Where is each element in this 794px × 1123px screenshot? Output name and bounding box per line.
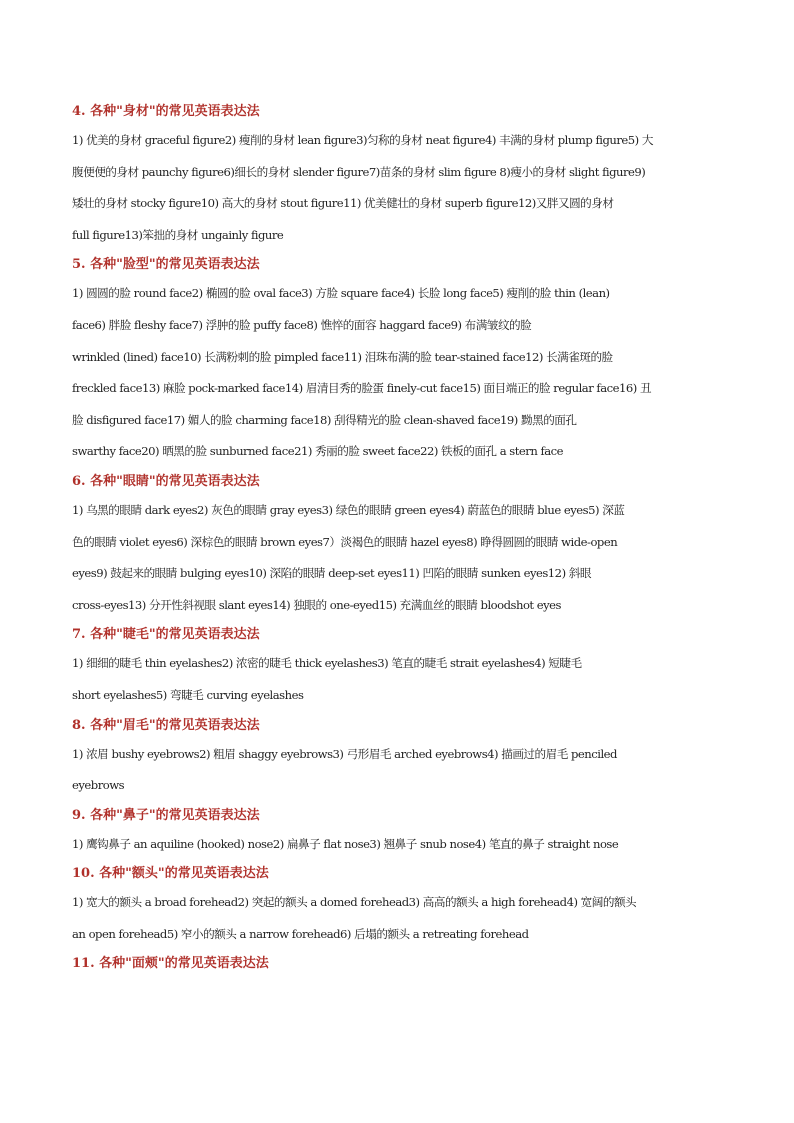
text-line: 矮壮的身材 stocky figure10) 高大的身材 stout figure11) 优美健壮的身材 superb figure12)又胖又圆的身材 [72, 196, 614, 211]
text-line: eyes9) 鼓起来的眼睛 bulging eyes10) 深陷的眼睛 deep-set eyes11) 凹陷的眼睛 sunken eyes12) 斜眼 [72, 566, 591, 581]
document-page [72, 98, 724, 977]
text-line: 腹便便的身材 paunchy figure6)细长的身材 slender figure7)苗条的身材 slim figure 8)瘦小的身材 slight figure9) [72, 164, 646, 179]
section-heading: 5. 各种"脸型"的常见英语表达法 [72, 257, 260, 273]
section-body [72, 887, 724, 950]
text-line: cross-eyes13) 分开性斜视眼 slant eyes14) 独眼的 one-eyed15) 充满血丝的眼睛 bloodshot eyes [72, 597, 561, 612]
text-line: 色的眼睛 violet eyes6) 深棕色的眼睛 brown eyes7）淡褐色的眼睛 hazel eyes8) 睁得圆圆的眼睛 wide-open [72, 534, 618, 549]
text-line: short eyelashes5) 弯睫毛 curving eyelashes [72, 687, 304, 702]
section-body [72, 829, 724, 861]
text-line: 1) 乌黑的眼睛 dark eyes2) 灰色的眼睛 gray eyes3) 绿色的眼睛 green eyes4) 蔚蓝色的眼睛 blue eyes5) 深蓝 [72, 502, 625, 517]
section-10 [72, 860, 724, 950]
section-body [72, 648, 724, 711]
text-line: 1) 浓眉 bushy eyebrows2) 粗眉 shaggy eyebrows3) 弓形眉毛 arched eyebrows4) 描画过的眉毛 penciled [72, 746, 617, 761]
text-line: freckled face13) 麻脸 pock-marked face14) 眉清目秀的脸蛋 finely-cut face15) 面目端正的脸 regular face16) 丑 [72, 381, 652, 396]
section-9 [72, 802, 724, 861]
section-11 [72, 950, 724, 977]
section-8 [72, 712, 724, 802]
section-heading: 4. 各种"身材"的常见英语表达法 [72, 104, 260, 119]
text-line: 1) 细细的睫毛 thin eyelashes2) 浓密的睫毛 thick eyelashes3) 笔直的睫毛 strait eyelashes4) 短睫毛 [72, 656, 582, 671]
section-heading: 9. 各种"鼻子"的常见英语表达法 [72, 807, 260, 823]
section-body [72, 739, 724, 802]
section-heading: 7. 各种"睫毛"的常见英语表达法 [72, 627, 260, 643]
text-line: 脸 disfigured face17) 媚人的脸 charming face18) 刮得精光的脸 clean-shaved face19) 黝黑的面孔 [72, 412, 577, 427]
text-line: an open forehead5) 窄小的额头 a narrow forehead6) 后塌的额头 a retreating forehead [72, 926, 529, 941]
section-7 [72, 621, 724, 711]
section-heading: 11. 各种"面颊"的常见英语表达法 [72, 956, 269, 972]
section-body [72, 495, 724, 621]
text-line: wrinkled (lined) face10) 长满粉刺的脸 pimpled face11) 泪珠布满的脸 tear-stained face12) 长满雀斑的脸 [72, 349, 613, 364]
section-heading: 10. 各种"额头"的常见英语表达法 [72, 866, 269, 882]
section-6 [72, 468, 724, 621]
text-line: 1) 鹰钩鼻子 an aquiline (hooked) nose2) 扁鼻子 flat nose3) 翘鼻子 snub nose4) 笔直的鼻子 straight nose [72, 836, 619, 851]
text-line: eyebrows [72, 778, 125, 793]
text-line: swarthy face20) 晒黑的脸 sunburned face21) 秀丽的脸 sweet face22) 铁板的面孔 a stern face [72, 444, 564, 459]
text-line: 1) 优美的身材 graceful figure2) 瘦削的身材 lean figure3)匀称的身材 neat figure4) 丰满的身材 plump figure5) 大 [72, 133, 653, 147]
section-5 [72, 251, 724, 468]
section-4 [72, 98, 724, 251]
text-line: 1) 圆圆的脸 round face2) 椭圆的脸 oval face3) 方脸 square face4) 长脸 long face5) 瘦削的脸 thin (lean) [72, 286, 610, 301]
text-line: face6) 胖脸 fleshy face7) 浮肿的脸 puffy face8) 憔悴的面容 haggard face9) 布满皱纹的脸 [72, 317, 532, 332]
section-body [72, 125, 724, 251]
text-line: full figure13)笨拙的身材 ungainly figure [72, 227, 284, 242]
section-heading: 6. 各种"眼睛"的常见英语表达法 [72, 473, 260, 489]
text-line: 1) 宽大的额头 a broad forehead2) 突起的额头 a domed forehead3) 高高的额头 a high forehead4) 宽阔的额头 [72, 895, 637, 910]
section-heading: 8. 各种"眉毛"的常见英语表达法 [72, 717, 260, 733]
section-body [72, 278, 724, 468]
